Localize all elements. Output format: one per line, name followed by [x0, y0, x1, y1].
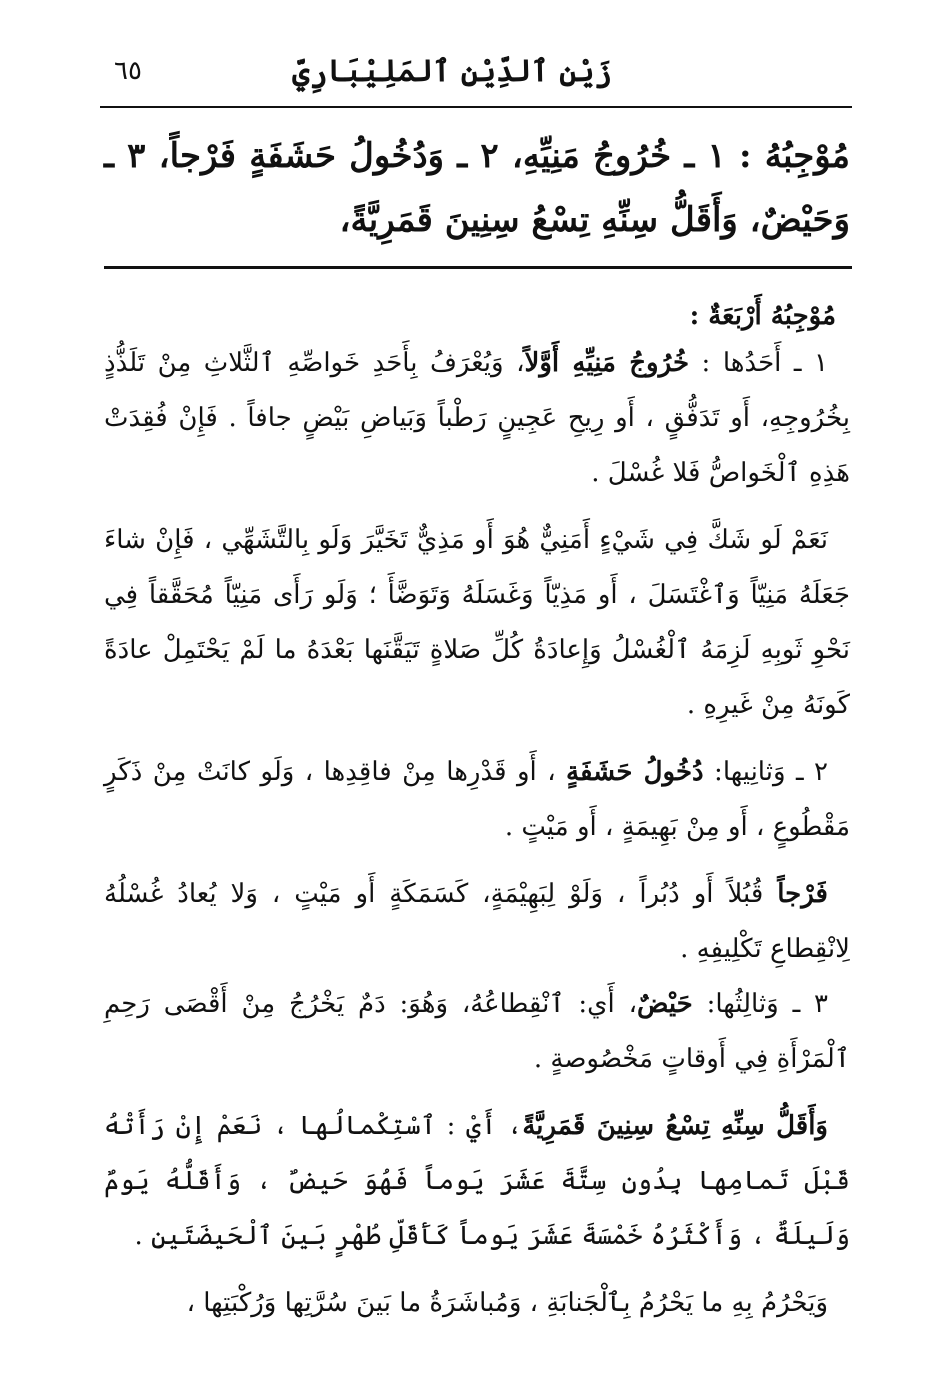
bold-phrase: حَيْضٌ — [636, 989, 693, 1019]
paragraph-third — [104, 977, 850, 1087]
paragraph-body: ، أَي: ٱنْقِطاعُهُ، وَهُوَ: دَمٌ يَخْرُجُ مِنْ أَقْصَى رَحِمِ ٱلْمَرْأَةِ فِي أَوقاتٍ مَخْصُوصةٍ . — [104, 989, 850, 1074]
paragraph-body: ، أَو قَدْرِها مِنْ فاقِدِها ، وَلَو كانَتْ مِنْ ذَكَرٍ مَقْطُوعٍ ، أَو مِنْ بَهِيمَةٍ ، أَو مَيْتٍ . — [104, 757, 850, 842]
bold-phrase: وَأَقَلُّ سِنِّهِ تِسْعُ سِنِينَ قَمَرِيَّةً — [522, 1111, 828, 1141]
page-number: ٦٥ — [114, 56, 142, 86]
paragraph-body: ، أَيْ : ٱسْتِكْمالُها ، نَعَمْ إِنْ رَأَتْهُ قَبْلَ تَمامِها بِدُونِ سِتَّةَ عَشَرَ يَوماً فَهُوَ حَيضٌ ، وَأَقَلُّهُ يَومٌ وَلَيلَةٌ ، وَأَكْثَرُهُ خَمْسَةَ عَشَرَ يَوماً كَأَقَلِّ طُهْرٍ بَينَ ٱلْحَيضَتَينِ . — [104, 1111, 850, 1251]
paragraph-body: قُبُلاً أَو دُبُراً ، وَلَوْ لِبَهِيْمَةٍ، كَسَمَكَةٍ أَو مَيْتٍ ، وَلا يُعادُ غُسْلُهُ لِانْقِطاعِ تَكْلِيفِهِ . — [104, 879, 850, 964]
bold-phrase: دُخُولُ حَشَفَةٍ — [566, 757, 704, 787]
paragraph-second — [104, 745, 850, 855]
page-header — [100, 48, 852, 104]
paragraph-lead: ١ ـ أَحَدُها : — [689, 348, 829, 378]
matn-divider — [104, 266, 852, 269]
bold-phrase: خُرُوجُ مَنِيِّهِ أَوَّلاً — [524, 348, 690, 378]
bold-phrase: فَرْجاً — [777, 879, 828, 909]
paragraph-age — [104, 1099, 850, 1264]
paragraph-doubt: نَعَمْ لَو شَكَّ فِي شَيْءٍ أَمَنِيٌّ هُوَ أَو مَذِيٌّ تَخَيَّرَ وَلَو بِالتَّشَهِّي ، فَإِنْ شاءَ جَعَلَهُ مَنِيّاً وَٱغْتَسَلَ ، أَو مَذِيّاً وَغَسَلَهُ وَتَوَضَّأَ ؛ وَلَو رَأَى مَنِيّاً مُحَقَّقاً فِي نَحْوِ ثَوبِهِ لَزِمَهُ ٱلْغُسْلُ وَإِعادَةُ كُلِّ صَلاةٍ تَيَقَّنَها بَعْدَهُ ما لَمْ يَحْتَمِلْ عادَةً كَونَهُ مِنْ غَيرِهِ . — [104, 525, 850, 720]
matn-text: مُوْجِبُهُ : ١ ـ خُرُوجُ مَنِيِّهِ، ٢ ـ وَدُخُولُ حَشَفَةٍ فَرْجاً، ٣ ـ وَحَيْضٌ، وَأَقَلُّ سِنِّهِ تِسْعُ سِنِينَ قَمَرِيَّةً، — [104, 136, 850, 240]
paragraph-body: ، وَيُعْرَفُ بِأَحَدِ خَواصِّهِ ٱلثَّلاثِ مِنْ تَلَذُّذٍ بِخُرُوجِهِ، أَو تَدَفُّقٍ ، أَو رِيحِ عَجِينٍ رَطْباً وَبَياضِ بَيْضٍ جافاً . فَإِنْ فُقِدَتْ هَذِهِ ٱلْخَواصُّ فَلا غُسْلَ . — [104, 348, 850, 488]
commentary — [104, 296, 850, 1331]
running-title: زَيْن ٱلدِّيْنِ ٱلمَلِيْبَارِيّ — [292, 54, 612, 89]
header-divider — [100, 106, 852, 108]
paragraph-prohibitions: وَيَحْرُمُ بِهِ ما يَحْرُمُ بِٱلْجَنابَةِ ، وَمُباشَرَةُ ما بَينَ سُرَّتِها وَرُكْبَتِها ، — [186, 1288, 828, 1318]
paragraph-lead: ٣ ـ وَثالِثُها: — [692, 989, 828, 1019]
paragraph-first — [104, 336, 850, 501]
paragraph-farj — [104, 867, 850, 977]
section-heading: مُوْجِبُهُ أَرْبَعَةٌ : — [689, 301, 836, 331]
paragraph-lead: ٢ ـ وَثانِيها: — [703, 757, 828, 787]
